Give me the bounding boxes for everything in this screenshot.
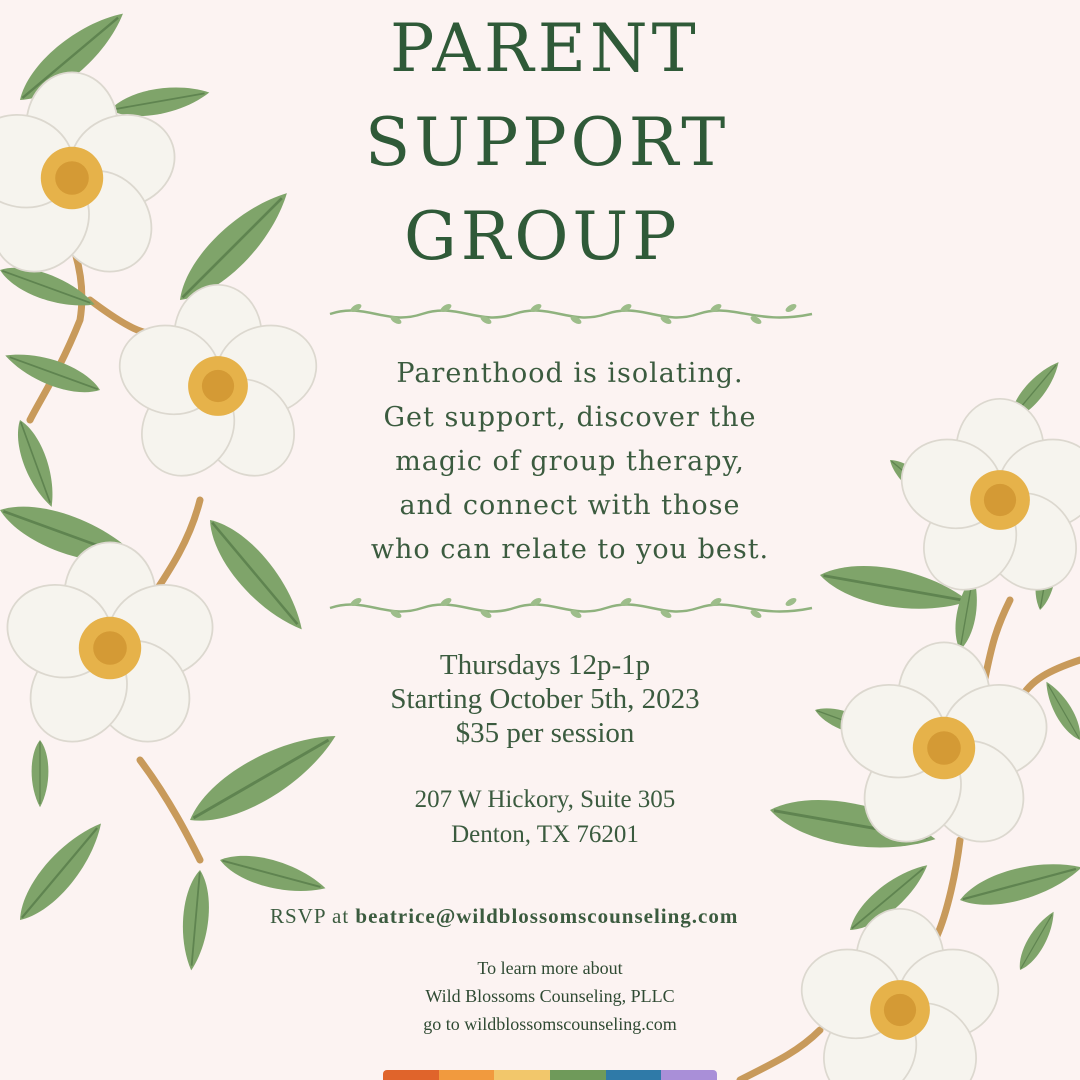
description-line: and connect with those	[399, 490, 741, 521]
learn-more	[360, 954, 740, 1038]
vine-divider-bottom	[326, 590, 816, 626]
address-street: 207 W Hickory, Suite 305	[414, 786, 676, 813]
description-line: who can relate to you best.	[370, 534, 770, 565]
learn-more-line-2: Wild Blossoms Counseling, PLLC	[425, 986, 675, 1006]
rainbow-segment	[550, 1070, 606, 1080]
rsvp-prefix: RSVP at	[270, 904, 350, 928]
title-line-2: SUPPORT	[365, 104, 730, 181]
schedule	[330, 648, 760, 750]
title-line-1: PARENT	[390, 10, 700, 87]
flower	[790, 909, 1010, 1080]
rainbow-segment	[661, 1070, 717, 1080]
description-line: Parenthood is isolating.	[396, 358, 744, 389]
rainbow-stripe	[383, 1070, 717, 1080]
schedule-day-time: Thursdays 12p-1p	[439, 649, 651, 681]
rsvp-email-link[interactable]: beatrice@wildblossomscounseling.com	[355, 904, 739, 928]
learn-more-website-link[interactable]: go to wildblossomscounseling.com	[423, 1014, 677, 1034]
learn-more-line-1: To learn more about	[477, 958, 623, 978]
description-line: Get support, discover the	[383, 402, 757, 433]
rainbow-segment	[383, 1070, 439, 1080]
schedule-price: $35 per session	[455, 717, 635, 749]
rainbow-segment	[439, 1070, 495, 1080]
rainbow-segment	[494, 1070, 550, 1080]
rsvp-line	[270, 904, 870, 929]
description	[340, 352, 800, 572]
rainbow-segment	[606, 1070, 662, 1080]
flower	[108, 285, 328, 494]
address	[330, 782, 760, 852]
vine-divider-top	[326, 296, 816, 332]
description-line: magic of group therapy,	[395, 446, 745, 477]
schedule-start-date: Starting October 5th, 2023	[390, 683, 700, 715]
title-line-3: GROUP	[404, 198, 681, 275]
flower	[0, 542, 225, 760]
address-city: Denton, TX 76201	[451, 821, 639, 848]
